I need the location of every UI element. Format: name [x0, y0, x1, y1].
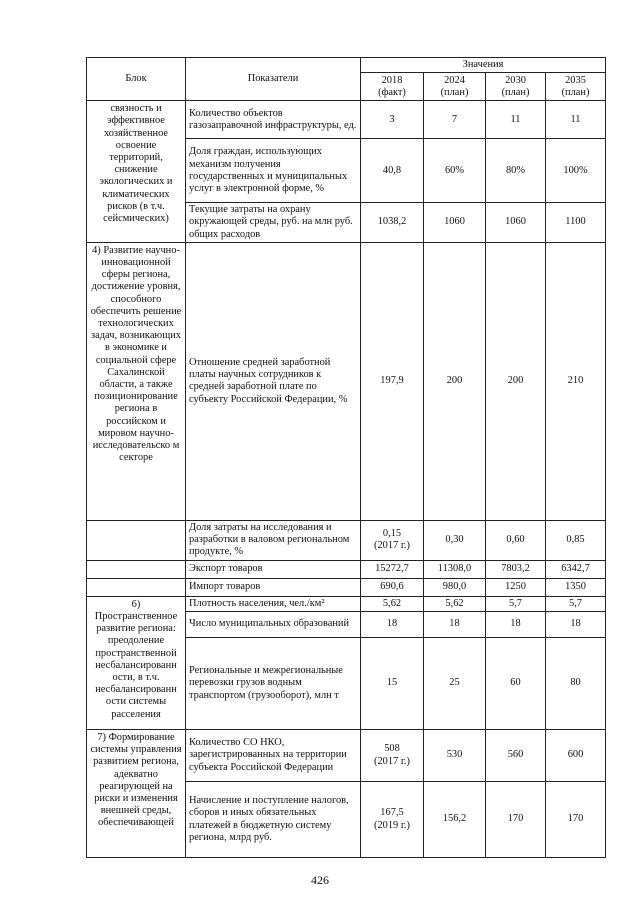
value-2018: 5,62 — [361, 596, 424, 611]
value-2035: 18 — [546, 612, 606, 638]
indicator-cell: Плотность населения, чел./км² — [186, 596, 361, 611]
value-2030: 60 — [486, 638, 546, 730]
block-3-cell: связность и эффективное хозяйственное освоение территорий, снижение экологических и климатических рисков (в т.ч. сейсмических) — [87, 101, 186, 243]
indicators-table-container — [86, 57, 605, 858]
value-2035: 0,85 — [546, 520, 606, 560]
header-block: Блок — [87, 58, 186, 101]
value-2018: 167,5 (2019 г.) — [361, 782, 424, 858]
value-2018: 508 (2017 г.) — [361, 730, 424, 782]
header-values: Значения — [361, 58, 606, 73]
block-empty-cell — [87, 560, 186, 578]
header-year-2030: 2030 (план) — [486, 73, 546, 101]
value-2024: 60% — [424, 139, 486, 203]
value-2030: 7803,2 — [486, 560, 546, 578]
indicator-cell: Число муниципальных образований — [186, 612, 361, 638]
table-row — [87, 730, 606, 782]
value-2024: 18 — [424, 612, 486, 638]
indicator-cell: Экспорт товаров — [186, 560, 361, 578]
indicator-cell: Региональные и межрегиональные перевозки грузов водным транспортом (грузооборот), млн т — [186, 638, 361, 730]
block-6-cell: 6) Пространственное развитие региона: преодоление пространственной несбалансированн ости, в т.ч. несбалансированн ости системы расселения — [87, 596, 186, 729]
indicator-cell: Количество объектов газозаправочной инфраструктуры, ед. — [186, 101, 361, 139]
page-number: 426 — [311, 873, 329, 887]
indicator-cell: Доля затраты на исследования и разработки в валовом региональном продукте, % — [186, 520, 361, 560]
block-4-cell: 4) Развитие научно-инновационной сферы региона, достижение уровня, способного обеспечить решение технологических задач, возникающих в экономике и социальной сфере Сахалинской области, а также позиционирование региона в российском и мировом научно-исследовательско м секторе — [87, 242, 186, 520]
indicator-cell: Доля граждан, использующих механизм получения государственных и муниципальных услуг в электронной форме, % — [186, 139, 361, 203]
value-2030: 80% — [486, 139, 546, 203]
value-2030: 1060 — [486, 203, 546, 243]
value-2024: 530 — [424, 730, 486, 782]
value-2024: 156,2 — [424, 782, 486, 858]
indicator-cell: Текущие затраты на охрану окружающей среды, руб. на млн руб. общих расходов — [186, 203, 361, 243]
table-row — [87, 578, 606, 596]
indicator-cell: Отношение средней заработной платы научных сотрудников к средней заработной плате по субъекту Российской Федерации, % — [186, 242, 361, 520]
value-2030: 0,60 — [486, 520, 546, 560]
table-row — [87, 560, 606, 578]
value-2024: 25 — [424, 638, 486, 730]
value-2024: 5,62 — [424, 596, 486, 611]
value-2035: 210 — [546, 242, 606, 520]
value-2035: 100% — [546, 139, 606, 203]
table-row — [87, 520, 606, 560]
value-2030: 18 — [486, 612, 546, 638]
value-2018: 3 — [361, 101, 424, 139]
indicators-table — [86, 57, 606, 858]
value-2030: 5,7 — [486, 596, 546, 611]
table-row — [87, 242, 606, 520]
value-2035: 1350 — [546, 578, 606, 596]
value-2018: 15 — [361, 638, 424, 730]
value-2024: 0,30 — [424, 520, 486, 560]
value-2030: 1250 — [486, 578, 546, 596]
value-2030: 560 — [486, 730, 546, 782]
value-2035: 170 — [546, 782, 606, 858]
indicator-cell: Импорт товаров — [186, 578, 361, 596]
value-2024: 7 — [424, 101, 486, 139]
value-2024: 1060 — [424, 203, 486, 243]
block-7-cell: 7) Формирование системы управления развитием региона, адекватно реагирующей на риски и изменения внешней среды, обеспечивающей — [87, 730, 186, 858]
indicator-cell: Количество СО НКО, зарегистрированных на территории субъекта Российской Федерации — [186, 730, 361, 782]
value-2035: 6342,7 — [546, 560, 606, 578]
table-row — [87, 101, 606, 139]
block-empty-cell — [87, 578, 186, 596]
value-2024: 200 — [424, 242, 486, 520]
value-2018: 197,9 — [361, 242, 424, 520]
value-2030: 11 — [486, 101, 546, 139]
value-2035: 600 — [546, 730, 606, 782]
value-2018: 40,8 — [361, 139, 424, 203]
value-2018: 15272,7 — [361, 560, 424, 578]
value-2035: 80 — [546, 638, 606, 730]
table-row — [87, 596, 606, 611]
header-year-2024: 2024 (план) — [424, 73, 486, 101]
block-empty-cell — [87, 520, 186, 560]
value-2024: 980,0 — [424, 578, 486, 596]
header-year-2035: 2035 (план) — [546, 73, 606, 101]
value-2024: 11308,0 — [424, 560, 486, 578]
value-2018: 18 — [361, 612, 424, 638]
value-2018: 690,6 — [361, 578, 424, 596]
value-2030: 200 — [486, 242, 546, 520]
header-indicators: Показатели — [186, 58, 361, 101]
value-2035: 5,7 — [546, 596, 606, 611]
header-year-2018: 2018 (факт) — [361, 73, 424, 101]
indicator-cell: Начисление и поступление налогов, сборов и иных обязательных платежей в бюджетную систему региона, млрд руб. — [186, 782, 361, 858]
header-row-1 — [87, 58, 606, 73]
value-2018: 1038,2 — [361, 203, 424, 243]
value-2018: 0,15 (2017 г.) — [361, 520, 424, 560]
value-2035: 11 — [546, 101, 606, 139]
value-2030: 170 — [486, 782, 546, 858]
value-2035: 1100 — [546, 203, 606, 243]
